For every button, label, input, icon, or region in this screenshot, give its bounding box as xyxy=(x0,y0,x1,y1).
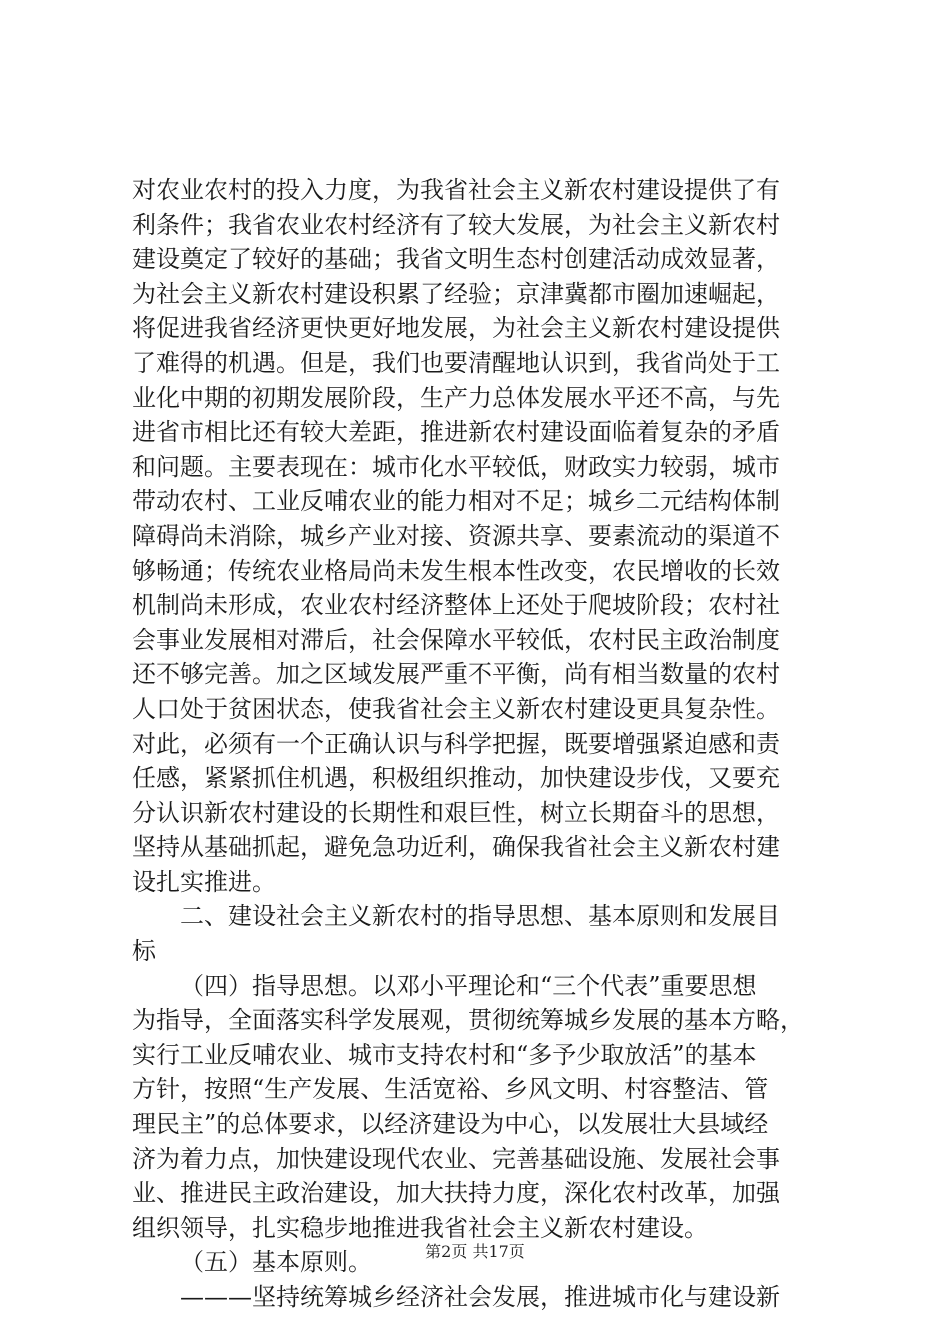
body-text-line: 分认识新农村建设的长期性和艰巨性，树立长期奋斗的思想， xyxy=(132,798,780,827)
body-text-line: 组织领导，扎实稳步地推进我省社会主义新农村建设。 xyxy=(132,1213,708,1242)
body-text-line: 设扎实推进。 xyxy=(132,867,276,896)
section-heading-continuation: 标 xyxy=(132,937,156,966)
body-text-line: 还不够完善。加之区域发展严重不平衡，尚有相当数量的农村 xyxy=(132,660,780,689)
body-text-line: 为指导，全面落实科学发展观，贯彻统筹城乡发展的基本方略， xyxy=(132,1006,804,1035)
subsection-heading: （五）基本原则。 xyxy=(180,1248,372,1277)
body-text-line: 对农业农村的投入力度，为我省社会主义新农村建设提供了有 xyxy=(132,176,780,204)
body-text-line: 任感，紧紧抓住机遇，积极组织推动，加快建设步伐，又要充 xyxy=(132,764,780,793)
body-text-line: 利条件；我省农业农村经济有了较大发展，为社会主义新农村 xyxy=(132,210,780,239)
body-text-line: ———坚持统筹城乡经济社会发展，推进城市化与建设新 xyxy=(180,1283,780,1311)
body-text-line: 业化中期的初期发展阶段，生产力总体发展水平还不高，与先 xyxy=(132,383,780,412)
document-body xyxy=(132,173,832,1315)
body-text-line: 进省市相比还有较大差距，推进新农村建设面临着复杂的矛盾 xyxy=(132,418,780,447)
body-text-line: 了难得的机遇。但是，我们也要清醒地认识到，我省尚处于工 xyxy=(132,348,780,377)
body-text-line: 济为着力点，加快建设现代农业、完善基础设施、发展社会事 xyxy=(132,1144,780,1173)
body-text-line: （四）指导思想。以邓小平理论和“三个代表”重要思想 xyxy=(180,971,757,1000)
body-text-line: 对此，必须有一个正确认识与科学把握，既要增强紧迫感和责 xyxy=(132,729,780,758)
body-text-line: 理民主”的总体要求，以经济建设为中心，以发展壮大县域经 xyxy=(132,1110,769,1139)
body-text-line: 够畅通；传统农业格局尚未发生根本性改变，农民增收的长效 xyxy=(132,556,780,585)
body-text-line: 障碍尚未消除，城乡产业对接、资源共享、要素流动的渠道不 xyxy=(132,521,780,550)
body-text-line: 会事业发展相对滞后，社会保障水平较低，农村民主政治制度 xyxy=(132,625,780,654)
body-text-line: 和问题。主要表现在：城市化水平较低，财政实力较弱，城市 xyxy=(132,452,780,481)
body-text-line: 带动农村、工业反哺农业的能力相对不足；城乡二元结构体制 xyxy=(132,487,780,516)
body-text-line: 将促进我省经济更快更好地发展，为社会主义新农村建设提供 xyxy=(132,314,780,343)
section-heading: 二、建设社会主义新农村的指导思想、基本原则和发展目 xyxy=(180,902,780,931)
body-text-line: 坚持从基础抓起，避免急功近利，确保我省社会主义新农村建 xyxy=(132,833,780,862)
page-number-footer: 第2页 共17页 xyxy=(425,1242,525,1261)
body-text-line: 业、推进民主政治建设，加大扶持力度，深化农村改革，加强 xyxy=(132,1179,780,1208)
body-text-line: 人口处于贫困状态，使我省社会主义新农村建设更具复杂性。 xyxy=(132,694,780,723)
body-text-line: 实行工业反哺农业、城市支持农村和“多予少取放活”的基本 xyxy=(132,1040,757,1069)
body-text-line: 方针，按照“生产发展、生活宽裕、乡风文明、村容整洁、管 xyxy=(132,1075,769,1104)
body-text-line: 建设奠定了较好的基础；我省文明生态村创建活动成效显著， xyxy=(132,245,780,274)
body-text-line: 为社会主义新农村建设积累了经验；京津冀都市圈加速崛起， xyxy=(132,279,780,308)
body-text-line: 机制尚未形成，农业农村经济整体上还处于爬坡阶段；农村社 xyxy=(132,591,780,620)
